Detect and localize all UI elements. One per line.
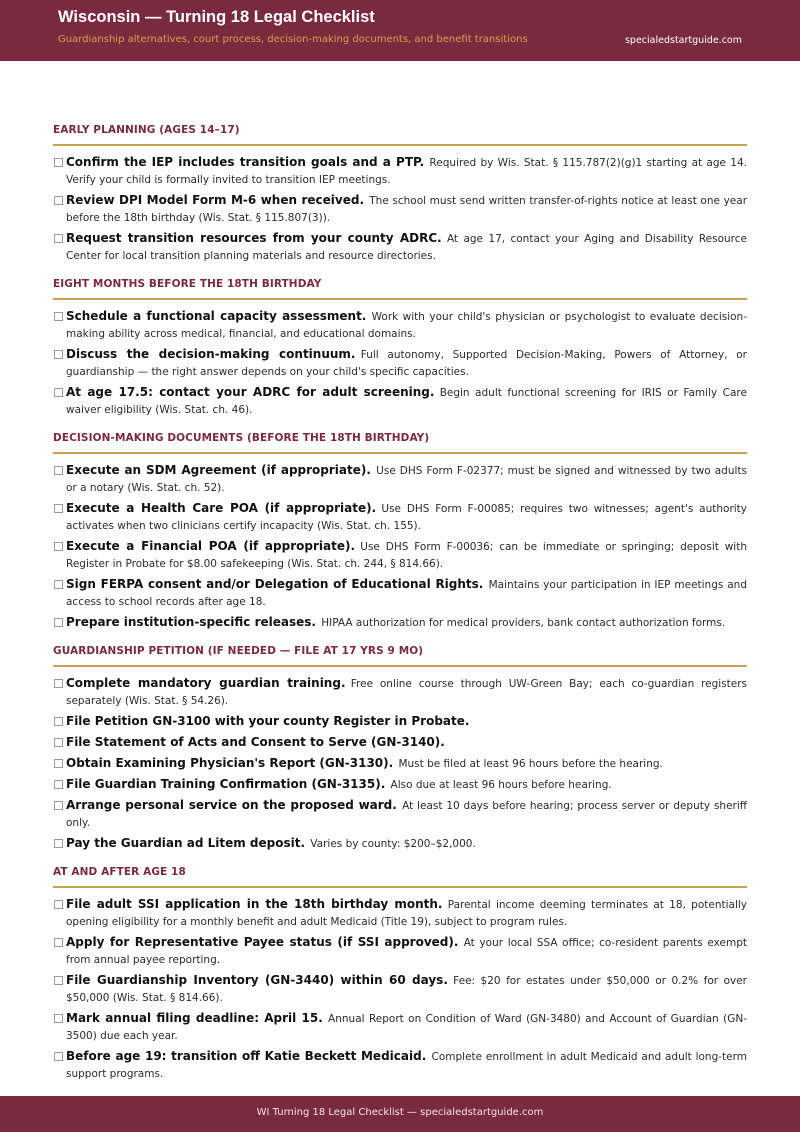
section-title: EARLY PLANNING (AGES 14–17) <box>53 124 747 146</box>
checklist-item <box>53 576 747 611</box>
item-lead: Complete mandatory guardian training. <box>66 676 346 690</box>
section-title: AT AND AFTER AGE 18 <box>53 866 747 888</box>
item-lead: Execute a Health Care POA (if appropriate). <box>66 501 377 515</box>
item-lead: Confirm the IEP includes transition goals and a PTP. <box>66 155 425 169</box>
checklist-item <box>53 500 747 535</box>
site-url[interactable]: specialedstartguide.com <box>624 35 742 46</box>
checklist-item <box>53 755 747 773</box>
checkbox[interactable] <box>54 738 63 747</box>
checklist-item <box>53 797 747 832</box>
item-description: Maintains your participation in IEP meetings and access to school records after age 18. <box>66 579 748 608</box>
checklist-item <box>53 972 747 1007</box>
item-lead: Discuss the decision-making continuum. <box>66 347 356 361</box>
checkbox[interactable] <box>54 196 63 205</box>
checklist-item <box>53 1048 747 1083</box>
section-title: GUARDIANSHIP PETITION (IF NEEDED — FILE AT 17 YRS 9 MO) <box>53 645 747 667</box>
item-lead: Sign FERPA consent and/or Delegation of Educational Rights. <box>66 577 484 591</box>
checklist-section <box>53 278 747 419</box>
checklist-item <box>53 308 747 343</box>
checklist-section <box>53 432 747 632</box>
checklist-item <box>53 346 747 381</box>
item-lead: File Guardian Training Confirmation (GN-3135). <box>66 777 386 791</box>
checklist-section <box>53 124 747 265</box>
footer-text: WI Turning 18 Legal Checklist — specialedstartguide.com <box>256 1107 544 1118</box>
item-description: Full autonomy, Supported Decision-Making, Powers of Attorney, or guardianship — the right answer depends on your child's specific capacities. <box>66 349 747 378</box>
item-description: Varies by county: $200–$2,000. <box>310 838 476 850</box>
item-description: The school must send written transfer-of-rights notice at least one year before the 18th birthday (Wis. Stat. § 115.807(3)). <box>66 195 748 224</box>
checkbox[interactable] <box>54 780 63 789</box>
section-title: DECISION-MAKING DOCUMENTS (BEFORE THE 18TH BIRTHDAY) <box>53 432 747 454</box>
item-description: At age 17, contact your Aging and Disability Resource Center for local transition planning materials and resource directories. <box>66 233 747 262</box>
checklist-items <box>53 300 747 419</box>
checklist-item <box>53 776 747 794</box>
checkbox[interactable] <box>54 312 63 321</box>
page-header <box>0 0 800 61</box>
item-lead: File Guardianship Inventory (GN-3440) within 60 days. <box>66 973 448 987</box>
item-lead: File adult SSI application in the 18th birthday month. <box>66 897 443 911</box>
checklist-item <box>53 734 747 752</box>
checklist-items <box>53 454 747 632</box>
page-title: Wisconsin — Turning 18 Legal Checklist <box>58 8 375 26</box>
item-lead: Pay the Guardian ad Litem deposit. <box>66 836 306 850</box>
checkbox[interactable] <box>54 542 63 551</box>
item-lead: Prepare institution-specific releases. <box>66 615 316 629</box>
item-lead: Apply for Representative Payee status (if SSI approved). <box>66 935 459 949</box>
item-description: Work with your child's physician or psychologist to evaluate decision-making ability across medical, financial, and educational domains. <box>66 311 747 340</box>
checklist-item <box>53 154 747 189</box>
item-description: Annual Report on Condition of Ward (GN-3480) and Account of Guardian (GN-3500) due each year. <box>66 1013 747 1042</box>
checklist-item <box>53 675 747 710</box>
item-lead: At age 17.5: contact your ADRC for adult screening. <box>66 385 435 399</box>
item-description: Also due at least 96 hours before hearing. <box>390 779 612 791</box>
checkbox[interactable] <box>54 976 63 985</box>
checklist-section <box>53 866 747 1083</box>
item-lead: Obtain Examining Physician's Report (GN-3130). <box>66 756 394 770</box>
checkbox[interactable] <box>54 801 63 810</box>
checklist-item <box>53 896 747 931</box>
item-description: Parental income deeming terminates at 18, potentially opening eligibility for a monthly benefit and adult Medicaid (Title 19), subject to program rules. <box>66 899 748 928</box>
checkbox[interactable] <box>54 234 63 243</box>
checkbox[interactable] <box>54 350 63 359</box>
checklist-item <box>53 230 747 265</box>
checkbox[interactable] <box>54 717 63 726</box>
checkbox[interactable] <box>54 466 63 475</box>
item-description: Must be filed at least 96 hours before the hearing. <box>398 758 663 770</box>
checklist-item <box>53 192 747 227</box>
checklist-items <box>53 667 747 853</box>
checklist-item <box>53 934 747 969</box>
item-description: Free online course through UW-Green Bay; each co-guardian registers separately (Wis. Stat. § 54.26). <box>66 678 747 707</box>
checklist-item <box>53 614 747 632</box>
checkbox[interactable] <box>54 900 63 909</box>
item-description: Use DHS Form F-02377; must be signed and witnessed by two adults or a notary (Wis. Stat. ch. 52). <box>66 465 747 494</box>
checklist-item <box>53 538 747 573</box>
checkbox[interactable] <box>54 1014 63 1023</box>
item-lead: Before age 19: transition off Katie Beckett Medicaid. <box>66 1049 427 1063</box>
item-lead: Mark annual filing deadline: April 15. <box>66 1011 323 1025</box>
item-description: HIPAA authorization for medical providers, bank contact authorization forms. <box>321 617 726 629</box>
checklist-items <box>53 146 747 265</box>
checklist-item <box>53 384 747 419</box>
checkbox[interactable] <box>54 580 63 589</box>
item-description: Begin adult functional screening for IRIS or Family Care waiver eligibility (Wis. Stat. ch. 46). <box>66 387 747 416</box>
checklist-item <box>53 835 747 853</box>
checkbox[interactable] <box>54 759 63 768</box>
checkbox[interactable] <box>54 388 63 397</box>
checklist-item <box>53 1010 747 1045</box>
checkbox[interactable] <box>54 1052 63 1061</box>
checklist-item <box>53 713 747 731</box>
item-description: At your local SSA office; co-resident parents exempt from annual payee reporting. <box>66 937 747 966</box>
item-description: Complete enrollment in adult Medicaid and adult long-term support programs. <box>66 1051 747 1080</box>
checklist-section <box>53 645 747 853</box>
item-lead: Execute a Financial POA (if appropriate). <box>66 539 356 553</box>
item-description: At least 10 days before hearing; process server or deputy sheriff only. <box>66 800 747 829</box>
checkbox[interactable] <box>54 839 63 848</box>
checklist-item <box>53 462 747 497</box>
checklist-items <box>53 888 747 1083</box>
item-lead: Schedule a functional capacity assessment. <box>66 309 367 323</box>
checkbox[interactable] <box>54 504 63 513</box>
item-lead: Arrange personal service on the proposed ward. <box>66 798 397 812</box>
section-title: EIGHT MONTHS BEFORE THE 18TH BIRTHDAY <box>53 278 747 300</box>
item-description: Fee: $20 for estates under $50,000 or 0.2% for over $50,000 (Wis. Stat. § 814.66). <box>66 975 747 1004</box>
item-lead: Request transition resources from your county ADRC. <box>66 231 442 245</box>
page-footer <box>0 1096 800 1132</box>
checkbox[interactable] <box>54 618 63 627</box>
checkbox[interactable] <box>54 158 63 167</box>
checkbox[interactable] <box>54 679 63 688</box>
page-subtitle: Guardianship alternatives, court process, decision-making documents, and benefit transitions <box>58 34 528 45</box>
item-lead: File Petition GN-3100 with your county Register in Probate. <box>66 714 470 728</box>
item-lead: Review DPI Model Form M-6 when received. <box>66 193 365 207</box>
item-lead: File Statement of Acts and Consent to Serve (GN-3140). <box>66 735 445 749</box>
item-description: Use DHS Form F-00036; can be immediate or springing; deposit with Register in Probate for $8.00 safekeeping (Wis. Stat. ch. 244, § 814.66). <box>66 541 747 570</box>
item-description: Use DHS Form F-00085; requires two witnesses; agent's authority activates when two clinicians certify incapacity (Wis. Stat. ch. 155). <box>66 503 748 532</box>
item-lead: Execute an SDM Agreement (if appropriate). <box>66 463 371 477</box>
checkbox[interactable] <box>54 938 63 947</box>
checklist-content <box>53 124 747 1131</box>
item-description: Required by Wis. Stat. § 115.787(2)(g)1 starting at age 14. Verify your child is formally invited to transition IEP meetings. <box>66 157 748 186</box>
